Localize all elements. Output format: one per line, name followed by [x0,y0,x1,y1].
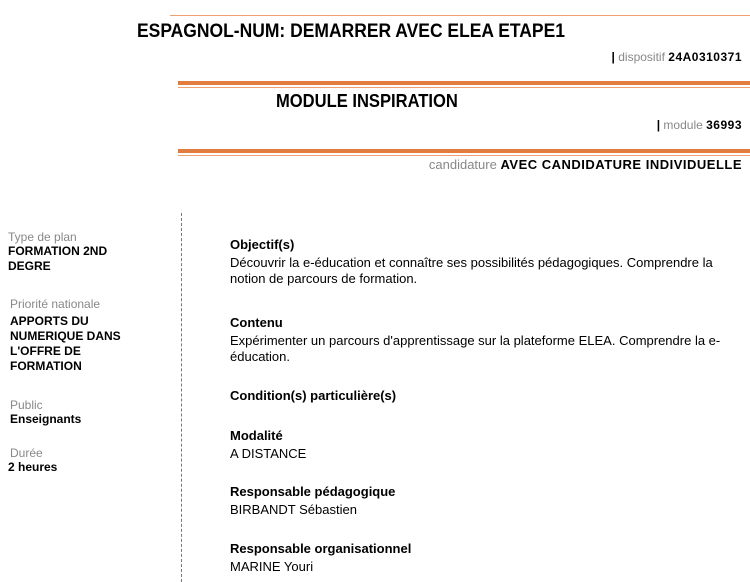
sidebar-label: Priorité nationale [10,297,101,311]
sidebar-label: Type de plan [8,230,77,244]
sidebar-value: FORMATION 2ND DEGRE [8,244,108,273]
section-heading: Condition(s) particulière(s) [230,388,397,403]
section-text: BIRBANDT Sébastien [230,502,357,517]
section-text: MARINE Youri [230,559,314,574]
module-label: module [663,118,703,132]
candidature-value: AVEC CANDIDATURE INDIVIDUELLE [500,157,742,172]
sidebar-value: 2 heures [8,460,58,474]
section-heading: Responsable pédagogique [230,484,396,499]
section-responsable-pedagogique [230,484,750,518]
section-text: Découvrir la e-éducation et connaître ses possibilités pédagogiques. Comprendre la notion de parcours de formation. [230,255,713,286]
section-text: Expérimenter un parcours d'apprentissage sur la plateforme ELEA. Comprendre la e-éducation. [230,333,721,364]
section-conditions [230,388,750,406]
section-heading: Modalité [230,428,283,443]
page-title: ESPAGNOL-NUM: DEMARRER AVEC ELEA ETAPE1 [137,21,565,42]
sidebar-item-public [10,398,170,427]
candidature-label: candidature [428,157,497,172]
section-responsable-organisationnel [230,541,750,575]
section-heading: Objectif(s) [230,237,295,252]
section-modalite [230,428,750,462]
sidebar-value: APPORTS DU NUMERIQUE DANS L'OFFRE DE FORMATION [10,314,121,373]
column-divider [181,213,182,582]
sidebar-item-priorite [10,297,170,374]
module-value: 36993 [706,118,742,132]
dispositif-meta: | dispositif 24A0310371 [611,50,742,64]
module-title: MODULE INSPIRATION [276,91,458,111]
sidebar-item-duree [8,446,168,475]
section-divider [178,149,750,153]
sidebar-value: Enseignants [10,412,82,426]
sidebar-item-type-plan [8,230,168,274]
section-text: A DISTANCE [230,446,307,461]
candidature-meta [429,157,742,172]
section-heading: Responsable organisationnel [230,541,412,556]
module-meta: | module 36993 [656,118,742,132]
top-divider [170,15,750,16]
section-divider [178,81,750,85]
section-contenu [230,315,750,365]
dispositif-value: 24A0310371 [668,50,742,64]
section-heading: Contenu [230,315,283,330]
sidebar-label: Durée [10,446,43,460]
sidebar-label: Public [10,398,43,412]
dispositif-label: dispositif [618,50,665,64]
section-objectifs [230,237,750,287]
